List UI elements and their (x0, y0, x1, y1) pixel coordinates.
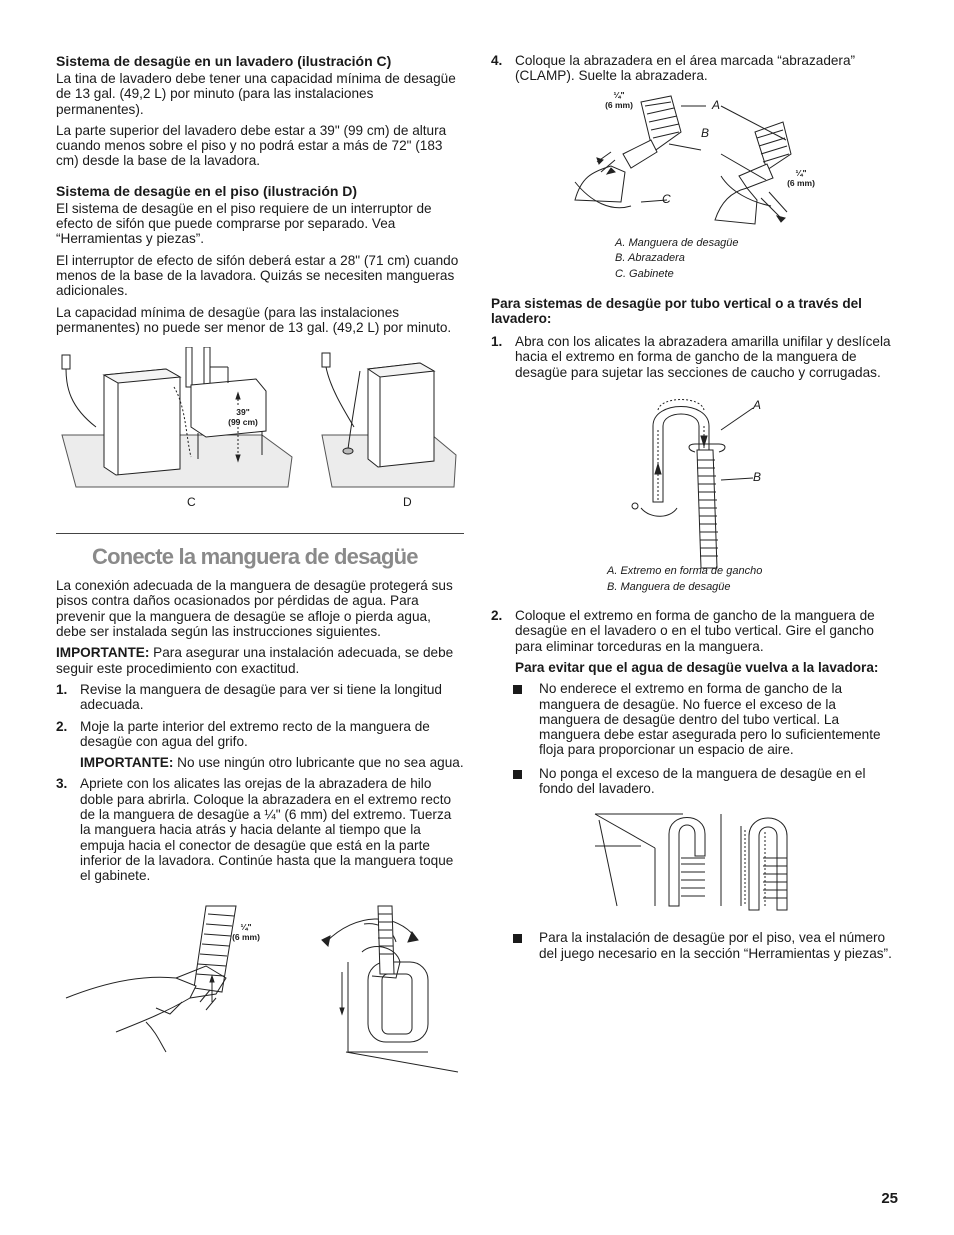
caption-a: A. Extremo en forma de gancho (607, 565, 763, 578)
right-measure-quarter-inch: ¼" (795, 167, 807, 178)
important-label: IMPORTANTE: (80, 755, 174, 771)
label-c: C (662, 191, 671, 206)
step-text: Abra con los alicates la abrazadera amarilla unifilar y deslícela hacia el extremo en forma de gancho de la manguera de desagüe para sujetar las secciones de caucho y corrugadas. (515, 334, 891, 380)
laundry-tub-paragraph-1: La tina de lavadero debe tener una capacidad mínima de desagüe de 13 gal. (49,2 L) por minuto (para las instalaciones permanentes). (56, 71, 456, 117)
vertical-step-2 (491, 608, 899, 654)
important-label: IMPORTANTE: (56, 645, 150, 661)
step-2 (56, 719, 464, 750)
step-number: 3. (56, 776, 68, 792)
step-number: 4. (491, 53, 503, 68)
floor-drain-heading: Sistema de desagüe en el piso (ilustración D) (56, 182, 358, 199)
step-3 (56, 776, 464, 883)
bullet-square-icon (513, 685, 522, 694)
bullet-item (491, 930, 899, 961)
floor-drain-paragraph-2: El interruptor de efecto de sifón deberá estar a 28" (71 cm) cuando menos de la base de la lavadora. Quizás se necesiten mangueras adicionales. (56, 252, 459, 299)
bullet-square-icon (513, 934, 522, 943)
clamp-drawing (491, 89, 899, 242)
tub-standpipe-drawing (491, 806, 899, 916)
label-c: C (187, 495, 196, 510)
label-a: A (753, 398, 762, 413)
step-1 (56, 682, 464, 713)
left-measure-quarter-inch: ¼" (613, 89, 625, 100)
step-text: Revise la manguera de desagüe para ver si tiene la longitud adecuada. (80, 681, 442, 713)
step-number: 2. (491, 608, 503, 624)
step-text: Coloque el extremo en forma de gancho de la manguera de desagüe en el lavadero o en el tubo vertical. Gire el gancho para eliminar torceduras en la manguera. (515, 608, 875, 654)
laundry-tub-paragraph-2: La parte superior del lavadero debe estar a 39" (99 cm) de altura cuando menos sobre el piso y no podrá estar a más de 72" (183 cm) desde la base de la lavadora. (56, 122, 447, 169)
step-number: 2. (56, 718, 68, 734)
tub-standpipe-illustration (491, 806, 899, 916)
intro-paragraph: La conexión adecuada de la manguera de desagüe protegerá sus pisos contra daños ocasionados por pérdidas de agua. Para prevenir que la manguera de desagüe se afloje o pierda agua, debe ser instalada según las instrucciones siguientes. (56, 578, 453, 640)
page-number: 25 (881, 1190, 898, 1207)
caption-c: C. Gabinete (615, 267, 674, 280)
bullet-text: Para la instalación de desagüe por el piso, vea el número del juego necesario en la sección “Herramientas y piezas”. (539, 930, 892, 961)
important-text: Para asegurar una instalación adecuada, se debe seguir este procedimiento con exactitud. (56, 645, 454, 676)
right-column (491, 53, 899, 969)
step-2-important (56, 755, 464, 770)
washer-drain-illustration (56, 347, 464, 519)
step-text: Coloque la abrazadera en el área marcada “abrazadera” (CLAMP). Suelte la abrazadera. (515, 53, 856, 84)
label-b: B (753, 470, 762, 485)
caption-b: B. Abrazadera (615, 252, 685, 265)
measure-6-mm: (6 mm) (232, 931, 260, 942)
bullet-item (491, 681, 899, 757)
label-a: A (712, 97, 721, 112)
important-text: No use ningún otro lubricante que no sea agua. (173, 755, 464, 771)
hook-drawing (491, 390, 899, 570)
bullet-item (491, 766, 899, 797)
right-measure-6-mm: (6 mm) (787, 177, 815, 188)
section-divider (56, 533, 464, 534)
illustration-c-d (56, 347, 464, 519)
clamp-position-illustration (491, 89, 899, 284)
measure-99-cm: (99 cm) (228, 417, 258, 428)
vertical-step-1 (491, 334, 899, 380)
step-4 (491, 53, 899, 84)
laundry-tub-drain-heading: Sistema de desagüe en un lavadero (ilustración C) (56, 53, 392, 69)
bullet-text: No ponga el exceso de la manguera de desagüe en el fondo del lavadero. (539, 765, 866, 797)
vertical-drain-heading: Para sistemas de desagüe por tubo vertical o a través del lavadero: (491, 295, 862, 326)
measure-quarter-inch: ¼" (240, 921, 252, 932)
bullet-text: No enderece el extremo en forma de gancho de la manguera de desagüe. No fuerce el exceso de la manguera de desagüe dentro del tubo vertical. La manguera debe estar asegurada pero lo suficientemente floja para proporcionar un espacio de aire. (539, 681, 881, 758)
bullet-square-icon (513, 770, 522, 779)
step-text: Moje la parte interior del extremo recto de la manguera de desagüe con agua del grifo. (80, 718, 430, 749)
section-title: Conecte la manguera de desagüe (92, 544, 418, 570)
left-column (56, 53, 464, 1078)
measure-39-in: 39" (236, 407, 250, 418)
hook-end-illustration (491, 390, 899, 608)
caption-b: B. Manguera de desagüe (607, 580, 731, 593)
label-b: B (701, 125, 710, 140)
caption-a: A. Manguera de desagüe (615, 236, 739, 249)
important-note (56, 645, 464, 676)
step-text: Apriete con los alicates las orejas de la abrazadera de hilo doble para abrirla. Coloque la abrazadera en el extremo recto de la manguera de desagüe a ¼" (6 mm) del extremo. Tuerza la manguera hacia atrás y hacia delante al tiempo que la empuja hacia el conector de desagüe que está en la parte inferior de la lavadora. Continúe hasta que la manguera toque el gabinete. (80, 776, 454, 884)
left-measure-6-mm: (6 mm) (605, 99, 633, 110)
label-d: D (403, 495, 412, 510)
step-number: 1. (56, 681, 68, 697)
clamp-install-illustration (56, 902, 464, 1078)
floor-drain-paragraph-3: La capacidad mínima de desagüe (para las instalaciones permanentes) no puede ser menor de 13 gal. (49,2 L) por minuto. (56, 304, 452, 335)
step-number: 1. (491, 334, 503, 350)
floor-drain-paragraph-1: El sistema de desagüe en el piso requiere de un interruptor de efecto de sifón que puede comprarse por separado. Vea “Herramientas y piezas”. (56, 200, 432, 247)
avoid-backflow-heading: Para evitar que el agua de desagüe vuelva a la lavadora: (515, 659, 879, 675)
